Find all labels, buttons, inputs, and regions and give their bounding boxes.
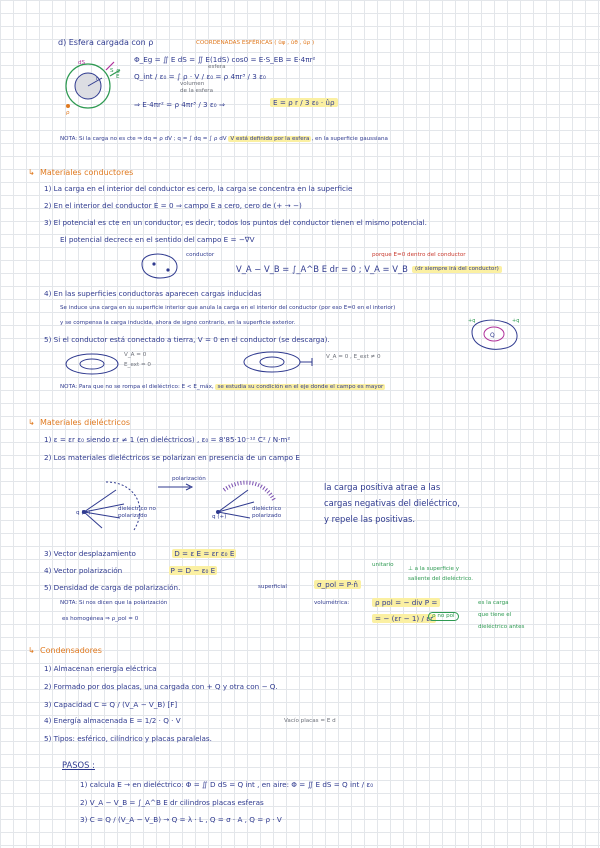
step-1 <box>80 780 373 789</box>
dielectric-vol-note2: que tiene el <box>478 612 512 618</box>
dielectric-vol-eq1: ρ pol = − div P = <box>372 598 440 607</box>
sphere-heading: d) Esfera cargada con ρ <box>58 38 154 47</box>
sphere-label-ds: dS <box>78 60 86 66</box>
step-1-num: 1) <box>80 780 88 789</box>
sphere-qint-line: Q_int / ε₀ = ∫ ρ · V / ε₀ = ρ 4πr³ / 3 ε₀ <box>134 72 266 81</box>
conductor-pot-note2: (dr siempre irá del conductor) <box>412 266 502 273</box>
conductor-item-3: 3) El potencial es cte en un conductor, es decir, todos los puntos del conductor tienen el mismo potencial. <box>44 218 427 227</box>
dielectric-sup-note2: ⊥ a la superficie y <box>408 566 460 572</box>
sphere-nota <box>60 136 388 143</box>
capacitor-item-3: 3) Capacidad C = Q / (V_A − V_B) [F] <box>44 700 178 709</box>
dielectric-item-4-hl: P = D − ε₀ E <box>170 566 216 575</box>
dielectric-q1: q (+) <box>76 510 91 516</box>
dielectric-explain-2: cargas negativas del dieléctrico, <box>324 498 460 508</box>
section-arrow-icon: ↳ <box>28 168 35 177</box>
conductor-pot-label: conductor <box>186 252 215 258</box>
induced-charge-diagram <box>466 314 526 354</box>
dielectric-explain-1: la carga positiva atrae a las <box>324 482 441 492</box>
conductors-title-text: Materiales conductores <box>40 168 134 177</box>
dielectric-q2: q (+) <box>212 514 227 520</box>
dielectric-item-2: 2) Los materiales dieléctricos se polarizan en presencia de un campo E <box>44 453 300 462</box>
step-3-text: C = Q / (V_A − V_B) → Q = λ · L , Q = σ · A , Q = ρ · V <box>89 815 282 824</box>
dielectric-vol-note1: es la carga <box>478 600 509 606</box>
conductor-blob-diagram <box>138 250 182 280</box>
step-2 <box>80 798 264 807</box>
dielectric-vol-eq2: = − (εr − 1) / εr <box>372 614 436 623</box>
section-arrow-icon: ↳ <box>28 418 35 427</box>
section-arrow-icon: ↳ <box>28 646 35 655</box>
dielectric-item-5: 5) Densidad de carga de polarización. <box>44 583 181 592</box>
dielectric-item-3 <box>44 549 236 558</box>
ground-diagram-a <box>62 350 122 380</box>
dielectric-nota: NOTA: Si nos dicen que la polarización <box>60 600 168 606</box>
conductors-title <box>28 168 133 178</box>
sphere-label-e: E <box>116 74 120 80</box>
ground-label-b: E_ext = 0 <box>124 362 151 368</box>
dielectric-nota2: es homogénea ⇒ ρ_pol = 0 <box>62 616 139 622</box>
conductor-nota-text: NOTA: Para que no se rompa el dieléctrico: E < E_máx, <box>60 384 214 390</box>
sphere-flux-note: esfera <box>208 64 226 70</box>
dielectric-pol-label: dieléctrico polarizado <box>252 506 282 519</box>
ground-diagram-b <box>236 348 316 378</box>
steps-title: PASOS : <box>62 760 95 770</box>
dielectric-explain-3: y repele las positivas. <box>324 514 415 524</box>
sphere-nota-hl: V está definido por la esfera <box>230 136 310 142</box>
svg-text:+q: +q <box>512 318 520 324</box>
dielectric-item-4 <box>44 566 217 575</box>
capacitor-item-2: 2) Formado por dos placas, una cargada con + Q y otra con − Q. <box>44 682 278 691</box>
ground-label-a: V_A = 0 <box>124 352 147 358</box>
conductor-item-4b: Se induce una carga en su superficie interior que anula la carga en el interior del conductor (por eso E=0 en el interior) <box>60 305 396 311</box>
conductor-item-2: 2) En el interior del conductor E = 0 ⇒ campo E a cero, cero de (+ → −) <box>44 201 302 210</box>
sphere-diagram <box>58 56 128 116</box>
dielectrics-title-text: Materiales dieléctricos <box>40 418 131 427</box>
sphere-result-line: ⇒ E·4πr² = ρ 4πr³ / 3 ε₀ ⇒ <box>134 100 225 109</box>
dielectric-polarizacion-label: polarización <box>172 476 206 482</box>
svg-text:+q: +q <box>468 318 476 324</box>
conductor-item-3b: El potencial decrece en el sentido del campo E = −∇V <box>60 235 255 244</box>
sphere-flux-line: Φ_Eg = ∬ E dS = ∬ E(1dS) cos0 = E·S_EB = E·4πr² <box>134 55 316 64</box>
conductor-item-1: 1) La carga en el interior del conductor es cero, la carga se concentra en la superficie <box>44 184 353 193</box>
dielectric-item-4-prefix: 4) Vector polarización <box>44 566 123 575</box>
sphere-qint-note1: volumen <box>180 81 205 87</box>
conductor-pot-eq: V_A − V_B = ∫_A^B E dr = 0 ; V_A = V_B <box>236 264 408 274</box>
polarization-arrow-icon <box>156 482 196 492</box>
dielectrics-title <box>28 418 130 428</box>
conductor-item-5: 5) Si el conductor está conectado a tierra, V = 0 en el conductor (se descarga). <box>44 335 330 344</box>
step-1-text: calcula E → en dieléctrico: Φ = ∬ D dS = Q int , en aire: Φ = ∬ E dS = Q int / ε₀ <box>89 780 374 789</box>
step-3-num: 3) <box>80 815 88 824</box>
conductor-pot-note: porque E=0 dentro del conductor <box>372 252 466 258</box>
dielectric-sup-note3: saliente del dieléctrico. <box>408 576 474 582</box>
conductor-nota-hl: se estudia su condición en el eje donde el campo es mayor <box>217 384 384 390</box>
dielectric-item-3-prefix: 3) Vector desplazamiento <box>44 549 136 558</box>
dielectric-vol-box: ρ no pol <box>428 612 459 621</box>
dielectric-sup-label: superficial <box>258 584 287 590</box>
step-2-text: V_A − V_B = ∫_A^B E dr cilindros placas esferas <box>89 798 264 807</box>
conductor-item-4c: y se compensa la carga inducida, ahora de signo contrario, en la superficie exterior. <box>60 320 296 326</box>
capacitors-title-text: Condensadores <box>40 646 102 655</box>
sphere-label-r: r <box>96 76 99 82</box>
sphere-qint-note2: de la esfera <box>180 88 214 94</box>
dielectric-sup-note1: unitario <box>372 562 394 568</box>
conductor-item-4: 4) En las superficies conductoras aparecen cargas inducidas <box>44 289 262 298</box>
dielectric-item-1: 1) ε = εr ε₀ siendo εr ≠ 1 (en dieléctricos) , ε₀ = 8'85·10⁻¹² C² / N·m² <box>44 435 291 444</box>
dielectric-sup-eq: σ_pol = P·n̂ <box>314 580 361 589</box>
sphere-nota-prefix: NOTA: Si la carga no es cte ⇒ dq = ρ dV ; q = ∫ dq = ∫ ρ dV <box>60 136 227 142</box>
dielectric-no-pol-label: dieléctrico no polarizado <box>118 506 156 519</box>
sphere-label-sg: S_g <box>110 68 120 74</box>
ground-label-c: V_A = 0 , E_ext ≠ 0 <box>326 354 381 360</box>
capacitor-energy-note: Vacío placas = E d <box>284 718 336 724</box>
step-2-num: 2) <box>80 798 88 807</box>
dielectric-vol-label: volumétrica: <box>314 600 350 606</box>
capacitor-item-5: 5) Tipos: esférico, cilíndrico y placas paralelas. <box>44 734 212 743</box>
step-3 <box>80 815 282 824</box>
dielectric-item-3-hl: D = ε E = εr ε₀ E <box>174 549 235 558</box>
capacitor-item-4: 4) Energía almacenada E = 1/2 · Q · V <box>44 716 181 725</box>
capacitors-title <box>28 646 102 656</box>
sphere-label-rho: ρ <box>66 110 70 116</box>
dielectric-vol-note3: dieléctrico antes <box>478 624 525 630</box>
sphere-coords-note: COORDENADAS ESFÉRICAS ( ûφ , ûθ , ûρ ) <box>196 40 315 46</box>
capacitor-item-1: 1) Almacenan energía eléctrica <box>44 664 157 673</box>
conductor-nota <box>60 384 385 391</box>
sphere-result-box: E = ρ r / 3 ε₀ · ûρ <box>270 98 338 107</box>
sphere-nota-suffix: , en la superficie gaussiana <box>311 136 388 142</box>
svg-text:Q: Q <box>490 332 495 339</box>
